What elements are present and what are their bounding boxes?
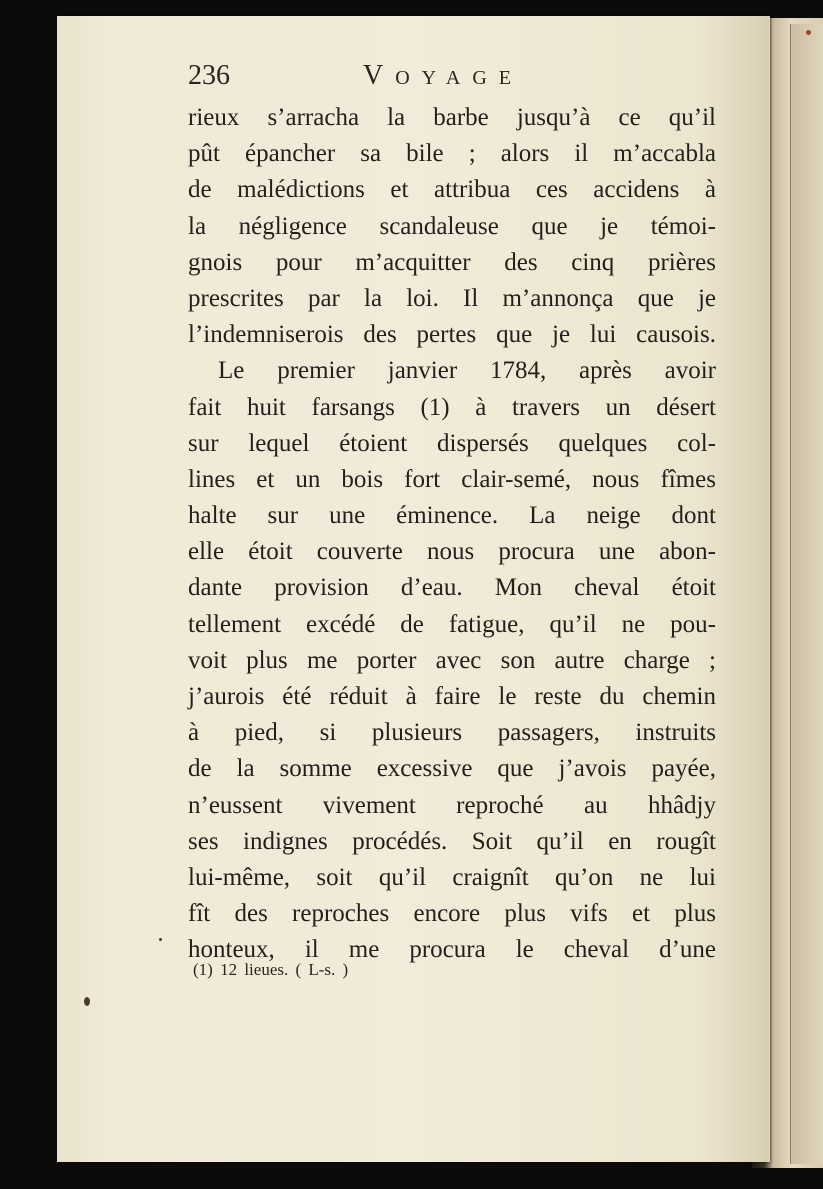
text-line: elle étoit couverte nous procura une abon- [188, 538, 716, 566]
text-line: lui-même, soit qu’il craignît qu’on ne lui [188, 863, 716, 891]
text-line-paragraph-start: Le premier janvier 1784, après avoir [218, 357, 716, 385]
body-text [188, 100, 716, 969]
text-line: n’eussent vivement reproché au hhâdjy [188, 791, 716, 819]
text-line: ses indignes procédés. Soit qu’il en rougît [188, 827, 716, 855]
ink-speck [806, 30, 811, 35]
footnote: (1) 12 lieues. ( L-s. ) [193, 960, 349, 979]
text-line: j’aurois été réduit à faire le reste du chemin [188, 683, 716, 710]
text-line: pût épancher sa bile ; alors il m’accabla [188, 140, 716, 168]
facing-page-edge [790, 24, 823, 1164]
text-line: dante provision d’eau. Mon cheval étoit [188, 574, 716, 602]
page-number: 236 [188, 60, 230, 91]
text-line: halte sur une éminence. La neige dont [188, 502, 716, 530]
text-line: de malédictions et attribua ces accidens à [188, 176, 716, 204]
ink-speck [84, 997, 90, 1006]
text-line: rieux s’arracha la barbe jusqu’à ce qu’il [188, 104, 716, 131]
ink-speck [159, 938, 162, 941]
text-line: fît des reproches encore plus vifs et plus [188, 900, 716, 928]
text-line: de la somme excessive que j’avois payée, [188, 755, 716, 783]
page-header [188, 58, 724, 98]
text-line: fait huit farsangs (1) à travers un désert [188, 393, 716, 421]
text-line: honteux, il me procura le cheval d’une [188, 936, 716, 964]
text-line: prescrites par la loi. Il m’annonça que je [188, 284, 716, 312]
running-head: Voyage [363, 60, 523, 91]
text-line: l’indemniserois des pertes que je lui causois. [188, 321, 716, 349]
text-line: lines et un bois fort clair-semé, nous fîmes [188, 465, 716, 493]
text-line: gnois pour m’acquitter des cinq prières [188, 248, 716, 276]
text-line: tellement excédé de fatigue, qu’il ne pou- [188, 610, 716, 638]
text-line: voit plus me porter avec son autre charge ; [188, 646, 716, 674]
text-line: la négligence scandaleuse que je témoi- [188, 212, 716, 240]
text-line: à pied, si plusieurs passagers, instruits [188, 719, 716, 747]
text-line: sur lequel étoient dispersés quelques col- [188, 429, 716, 457]
